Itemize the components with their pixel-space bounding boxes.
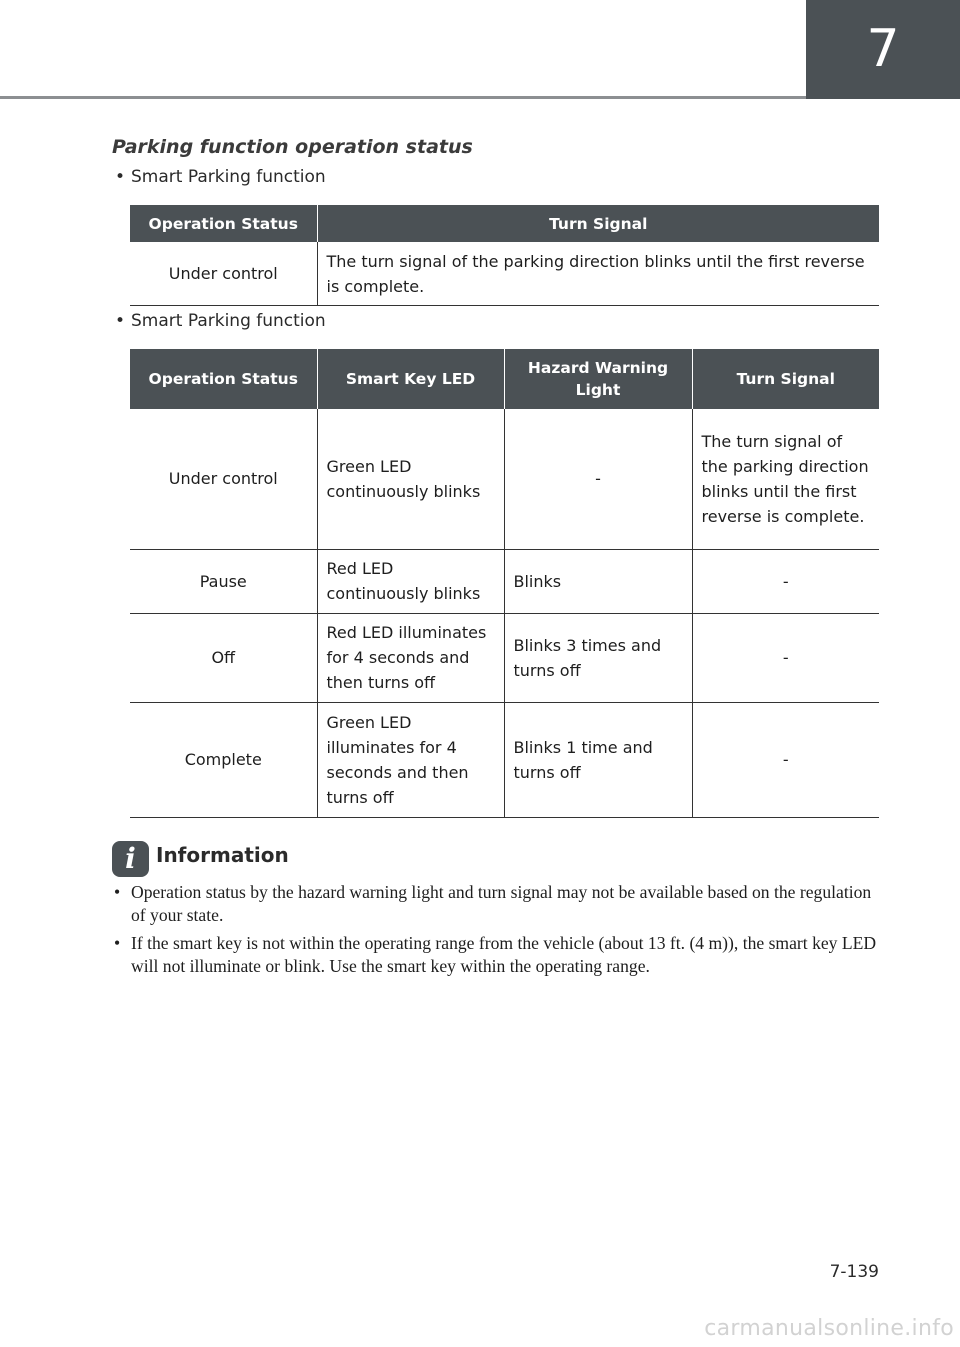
cell-hazard-warning-light: Blinks	[504, 549, 692, 613]
header-operation-status: Operation Status	[130, 349, 317, 409]
bullet-label: Smart Parking function	[131, 167, 326, 187]
operation-status-table	[130, 349, 879, 818]
cell-smart-key-led: Red LED illuminates for 4 seconds and then turns off	[317, 613, 504, 702]
information-icon: i	[112, 841, 149, 877]
cell-turn-signal: -	[692, 549, 879, 613]
table-row	[130, 409, 879, 549]
bullet-dot: •	[115, 311, 126, 331]
list-item: • Operation status by the hazard warning light and turn signal may not be available based on the regulation of your state.	[113, 881, 881, 927]
bullet-dot: •	[115, 167, 126, 187]
cell-hazard-warning-light: Blinks 3 times and turns off	[504, 613, 692, 702]
header-turn-signal: Turn Signal	[692, 349, 879, 409]
header-smart-key-led: Smart Key LED	[317, 349, 504, 409]
information-list	[113, 881, 881, 983]
table-row	[130, 613, 879, 702]
table-header-row	[130, 349, 879, 409]
cell-turn-signal: -	[692, 613, 879, 702]
list-item: • If the smart key is not within the operating range from the vehicle (about 13 ft. (4 m)), the smart key LED will not illuminate or blink. Use the smart key within the operating range.	[113, 932, 881, 978]
chapter-tab: 7	[806, 0, 960, 99]
cell-smart-key-led: Green LED continuously blinks	[317, 409, 504, 549]
cell-operation-status: Pause	[130, 549, 317, 613]
bullet-smart-parking-2	[115, 311, 326, 331]
cell-turn-signal: The turn signal of the parking direction blinks until the first reverse is complete.	[692, 409, 879, 549]
table-row	[130, 549, 879, 613]
header-rule	[0, 96, 806, 99]
cell-turn-signal: -	[692, 702, 879, 817]
bullet-smart-parking-1	[115, 167, 326, 187]
table-row	[130, 242, 879, 306]
cell-smart-key-led: Red LED continuously blinks	[317, 549, 504, 613]
table-header-row	[130, 205, 879, 242]
section-title: Parking function operation status	[112, 136, 473, 158]
header-operation-status: Operation Status	[130, 205, 317, 242]
header-hazard-warning-light: Hazard Warning Light	[504, 349, 692, 409]
cell-operation-status: Under control	[130, 242, 317, 306]
information-title: Information	[156, 843, 289, 867]
header-turn-signal: Turn Signal	[317, 205, 879, 242]
table-row	[130, 702, 879, 817]
cell-turn-signal: The turn signal of the parking direction blinks until the first reverse is complete.	[317, 242, 879, 306]
bullet-label: Smart Parking function	[131, 311, 326, 331]
cell-smart-key-led: Green LED illuminates for 4 seconds and then turns off	[317, 702, 504, 817]
cell-hazard-warning-light: -	[504, 409, 692, 549]
cell-operation-status: Off	[130, 613, 317, 702]
watermark: carmanualsonline.info	[704, 1316, 954, 1341]
cell-hazard-warning-light: Blinks 1 time and turns off	[504, 702, 692, 817]
cell-operation-status: Complete	[130, 702, 317, 817]
turn-signal-table	[130, 205, 879, 306]
cell-operation-status: Under control	[130, 409, 317, 549]
page-number: 7-139	[829, 1262, 879, 1282]
